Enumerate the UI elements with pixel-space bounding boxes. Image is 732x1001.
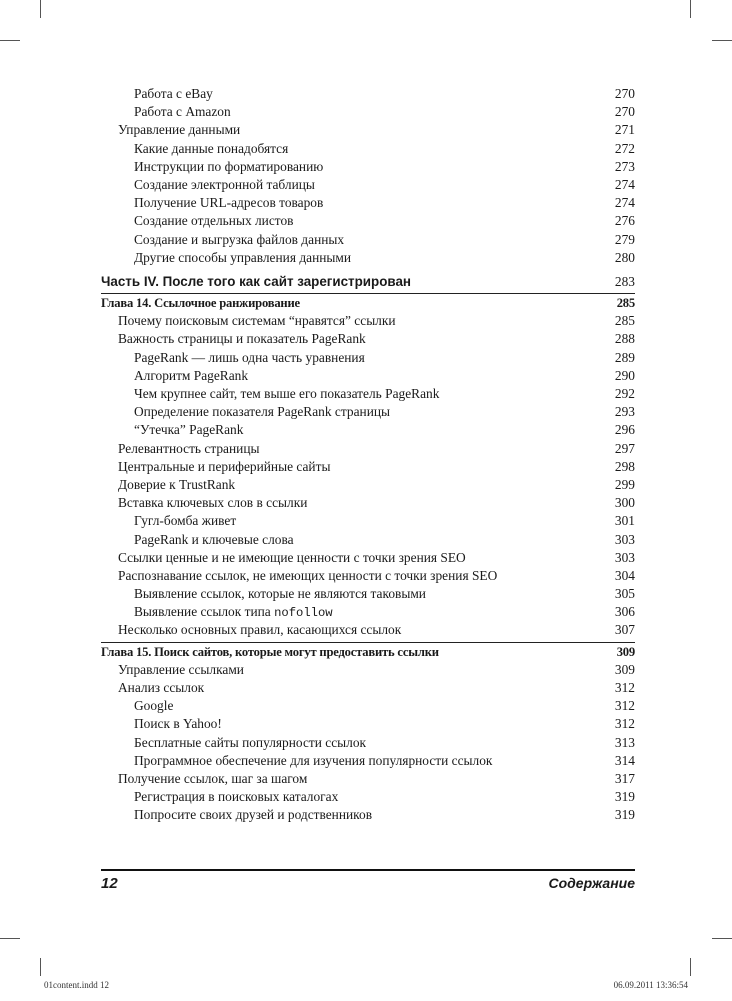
toc-entry[interactable] [101, 679, 635, 697]
toc-entry-title: Ссылки ценные и не имеющие ценности с точки зрения SEO [118, 549, 466, 565]
toc-chapter[interactable] [101, 294, 635, 312]
toc-entry-title: Глава 15. Поиск сайтов, которые могут предоставить ссылки [101, 644, 439, 659]
crop-mark [712, 40, 732, 41]
toc-entry-title: Программное обеспечение для изучения популярности ссылок [134, 752, 493, 768]
toc-entry-title: Выявление ссылок, которые не являются таковыми [134, 586, 426, 602]
toc-page-number: 312 [614, 680, 635, 695]
toc-page-number: 293 [614, 404, 635, 420]
crop-mark [40, 0, 41, 18]
toc-entry-title: Создание и выгрузка файлов данных [134, 231, 345, 247]
toc-entry[interactable] [101, 661, 635, 679]
toc-entry-title: Часть IV. После того как сайт зарегистрирован [101, 273, 411, 289]
toc-page-number: 270 [614, 104, 635, 120]
toc-entry-title: Алгоритм PageRank [134, 367, 249, 383]
toc-page-number: 303 [614, 549, 635, 565]
toc-entry-title: Анализ ссылок [118, 680, 205, 695]
toc-entry[interactable] [101, 212, 635, 230]
toc-entry[interactable] [101, 421, 635, 439]
toc-entry-title: “Утечка” PageRank [134, 422, 244, 438]
crop-mark [0, 40, 20, 41]
toc-entry-text: Выявление ссылок типа [134, 604, 275, 620]
toc-entry-title: Управление данными [118, 122, 241, 138]
toc-page-number: 305 [614, 586, 635, 602]
toc-entry-title: Какие данные понадобятся [134, 140, 289, 156]
toc-entry-title: Определение показателя PageRank страницы [134, 404, 391, 420]
toc-page-number: 303 [614, 531, 635, 547]
toc-entry-title: Регистрация в поисковых каталогах [134, 789, 339, 805]
toc-page-number: 292 [614, 386, 635, 401]
toc-page-number: 288 [614, 331, 635, 347]
page-number: 12 [101, 875, 118, 892]
toc-part[interactable] [101, 273, 635, 291]
toc-entry[interactable] [101, 312, 635, 330]
toc-entry-title: Важность страницы и показатель PageRank [118, 331, 366, 347]
toc-entry-title: Управление ссылками [118, 661, 244, 677]
toc-entry-title: PageRank и ключевые слова [134, 531, 294, 547]
toc-entry-title: Гугл-бомба живет [134, 513, 237, 529]
toc-page-number: 317 [614, 770, 635, 786]
crop-mark [690, 0, 691, 18]
toc-entry[interactable] [101, 603, 635, 621]
toc-entry[interactable] [101, 788, 635, 806]
toc-page-number: 306 [614, 604, 635, 620]
toc-entry-title: Инструкции по форматированию [134, 158, 324, 174]
toc-page-number: 299 [614, 476, 635, 492]
print-slug-timestamp: 06.09.2011 13:36:54 [613, 980, 688, 990]
toc-entry-title: Попросите своих друзей и родственников [134, 807, 373, 823]
toc-entry[interactable] [101, 752, 635, 770]
toc-page-number: 270 [614, 86, 635, 101]
toc-page-number: 309 [616, 644, 635, 659]
crop-mark [40, 958, 41, 976]
toc-page-number: 298 [614, 458, 635, 474]
toc-entry[interactable] [101, 249, 635, 267]
crop-mark [0, 938, 20, 939]
toc-page-number: 274 [614, 195, 635, 211]
toc-page-number: 312 [614, 716, 635, 732]
toc-page-number: 304 [614, 567, 635, 583]
crop-mark [712, 938, 732, 939]
toc-entry[interactable] [101, 549, 635, 567]
toc-entry[interactable] [101, 621, 635, 639]
print-slug-file: 01content.indd 12 [44, 980, 109, 990]
toc-entry-title: Чем крупнее сайт, тем выше его показатель PageRank [134, 386, 440, 401]
toc-entry-title: Распознавание ссылок, не имеющих ценности с точки зрения SEO [118, 567, 498, 583]
toc-entry-title: Почему поисковым системам “нравятся” ссылки [118, 313, 396, 329]
toc-chapter[interactable] [101, 643, 635, 661]
footer-rule [101, 869, 635, 871]
toc-entry[interactable] [101, 770, 635, 788]
running-title: Содержание [548, 875, 635, 891]
toc-entry[interactable] [101, 349, 635, 367]
toc-page-number: 276 [614, 213, 635, 229]
toc-page-number: 272 [614, 140, 635, 156]
toc-entry[interactable] [101, 697, 635, 715]
toc-entry[interactable] [101, 458, 635, 476]
toc-entry[interactable] [101, 531, 635, 549]
toc-page-number: 307 [614, 622, 635, 638]
toc-page-number: 273 [614, 158, 635, 174]
toc-entry-title: PageRank — лишь одна часть уравнения [134, 349, 365, 365]
toc-entry-title: Релевантность страницы [118, 440, 260, 456]
toc-entry[interactable] [101, 140, 635, 158]
toc-page-number: 290 [614, 367, 635, 383]
toc-page-number: 309 [614, 661, 635, 677]
toc-page-number: 285 [616, 296, 635, 311]
toc-entry[interactable] [101, 176, 635, 194]
toc-page-number: 319 [614, 789, 635, 805]
toc-page-number: 300 [614, 495, 635, 511]
toc-page-number: 297 [614, 440, 635, 456]
toc-entry-title: Несколько основных правил, касающихся ссылок [118, 622, 402, 638]
toc-entry-title: Создание электронной таблицы [134, 176, 315, 192]
toc-entry-title: Работа с Amazon [134, 104, 231, 120]
toc-page-number: 319 [614, 807, 635, 823]
toc-entry[interactable] [101, 103, 635, 121]
toc-entry[interactable] [101, 330, 635, 348]
toc-entry[interactable] [101, 385, 635, 403]
toc-entry[interactable] [101, 403, 635, 421]
toc-entry[interactable] [101, 585, 635, 603]
toc-entry[interactable] [101, 476, 635, 494]
toc-page-number: 312 [614, 698, 635, 714]
toc-entry[interactable] [101, 494, 635, 512]
toc-entry-title: Вставка ключевых слов в ссылки [118, 495, 308, 511]
toc-entry-title: Бесплатные сайты популярности ссылок [134, 734, 367, 750]
toc-page-number: 279 [614, 231, 635, 247]
toc-page-number: 274 [614, 176, 635, 192]
toc-entry-title: Доверие к TrustRank [118, 476, 236, 492]
toc-entry-title: Google [134, 698, 174, 714]
toc-entry-title: Работа с eBay [134, 86, 213, 101]
toc-entry[interactable] [101, 367, 635, 385]
toc-page-number: 271 [614, 122, 635, 138]
toc-entry-title: Центральные и периферийные сайты [118, 458, 331, 474]
toc-entry-title: Другие способы управления данными [134, 249, 352, 265]
toc-entry[interactable] [101, 734, 635, 752]
toc-entry[interactable] [101, 194, 635, 212]
toc-entry[interactable] [101, 231, 635, 249]
toc-page-number: 314 [614, 752, 635, 768]
toc-page-number: 296 [614, 422, 635, 438]
page-footer [101, 875, 635, 895]
toc-page-number: 313 [614, 734, 635, 750]
toc-entry[interactable] [101, 85, 635, 103]
toc-page-number: 289 [614, 349, 635, 365]
toc-entry-title: Создание отдельных листов [134, 213, 294, 229]
table-of-contents [101, 85, 635, 825]
toc-page-number: 283 [614, 273, 635, 289]
toc-page-number: 280 [614, 249, 635, 265]
toc-entry-title: Поиск в Yahoo! [134, 716, 222, 732]
toc-entry[interactable] [101, 121, 635, 139]
toc-entry[interactable] [101, 567, 635, 585]
toc-entry[interactable] [101, 806, 635, 824]
toc-entry-title: Получение URL-адресов товаров [134, 195, 324, 211]
crop-mark [690, 958, 691, 976]
toc-entry-code: nofollow [274, 606, 333, 621]
toc-page-number: 301 [614, 513, 635, 529]
toc-entry[interactable] [101, 715, 635, 733]
toc-entry-title: Получение ссылок, шаг за шагом [118, 770, 308, 786]
toc-entry[interactable] [101, 440, 635, 458]
toc-page-number: 285 [614, 313, 635, 329]
toc-entry-title: Глава 14. Ссылочное ранжирование [101, 296, 300, 311]
toc-entry-title [134, 603, 333, 622]
toc-entry[interactable] [101, 512, 635, 530]
toc-entry[interactable] [101, 158, 635, 176]
